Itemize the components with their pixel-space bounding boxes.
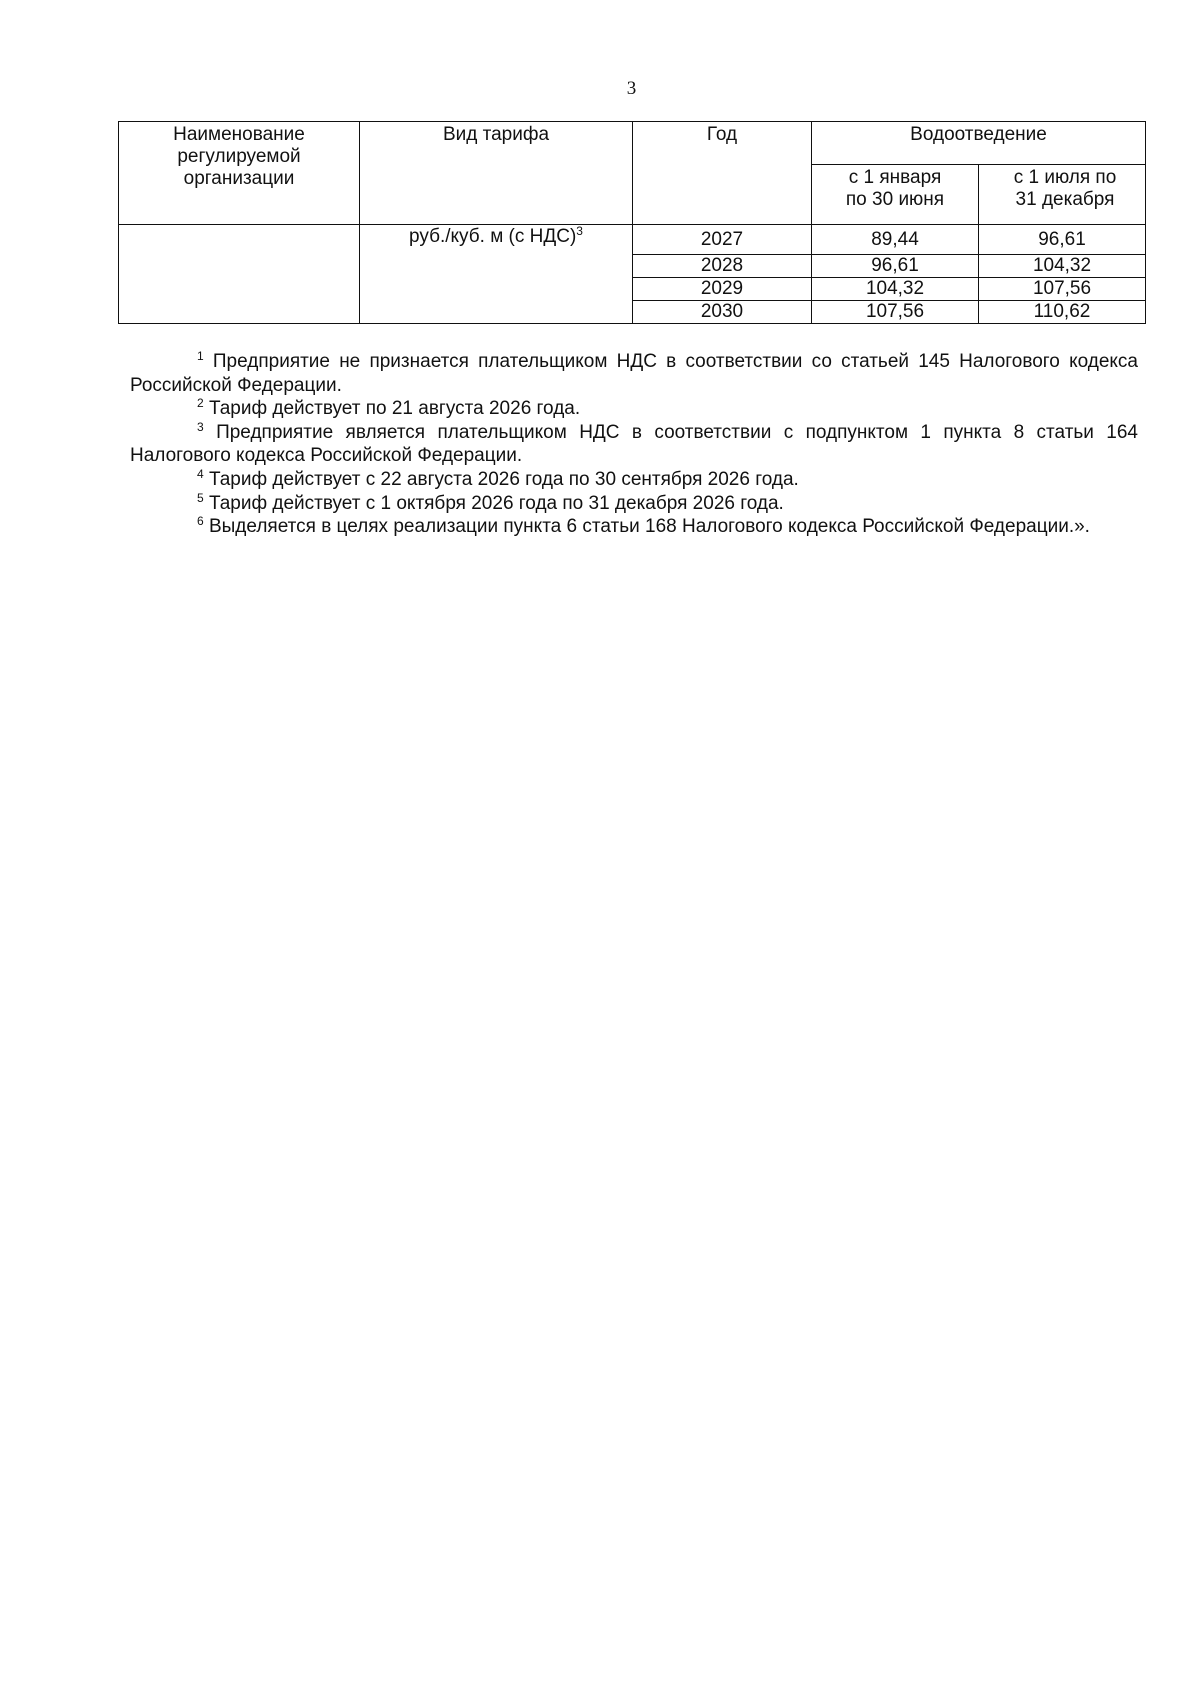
footnote bbox=[130, 350, 1138, 397]
period-1-cell: 89,44 bbox=[812, 225, 979, 255]
year-cell: 2030 bbox=[633, 301, 812, 324]
header-organization: Наименование регулируемой организации bbox=[119, 122, 360, 225]
footnote-text: Тариф действует с 22 августа 2026 года по 30 сентября 2026 года. bbox=[208, 468, 799, 490]
footnote-text: Тариф действует по 21 августа 2026 года. bbox=[208, 398, 581, 420]
period-2-cell: 104,32 bbox=[979, 255, 1146, 278]
footnote-mark: 2 bbox=[197, 396, 204, 411]
tariff-type-value: руб./куб. м (с НДС) bbox=[409, 226, 577, 247]
period-1-cell: 107,56 bbox=[812, 301, 979, 324]
organization-cell bbox=[119, 225, 360, 324]
footnote bbox=[130, 421, 1138, 468]
header-period-1: с 1 января по 30 июня bbox=[812, 165, 979, 225]
period-1-cell: 96,61 bbox=[812, 255, 979, 278]
footnote-mark: 4 bbox=[197, 466, 204, 481]
footnote-mark: 3 bbox=[197, 419, 204, 434]
footnote-text: Предприятие не признается плательщиком НДС в соответствии со статьей 145 Налогового кодекса Российской Федерации. bbox=[130, 351, 1138, 396]
tariff-type-footnote-mark: 3 bbox=[576, 224, 583, 238]
footnote bbox=[130, 397, 1138, 421]
header-period-2: с 1 июля по 31 декабря bbox=[979, 165, 1146, 225]
page-number: 3 bbox=[626, 78, 637, 99]
footnote-mark: 1 bbox=[197, 349, 204, 363]
year-cell: 2027 bbox=[633, 225, 812, 255]
footnote-text: Выделяется в целях реализации пункта 6 статьи 168 Налогового кодекса Российской Федерации.». bbox=[208, 516, 1090, 538]
footnote-text: Тариф действует с 1 октября 2026 года по 31 декабря 2026 года. bbox=[208, 492, 784, 514]
footnote bbox=[130, 468, 1138, 492]
table-row bbox=[119, 225, 1146, 255]
year-cell: 2029 bbox=[633, 278, 812, 301]
footnote-mark: 5 bbox=[197, 490, 204, 505]
footnote bbox=[130, 492, 1138, 516]
footnote-mark: 6 bbox=[197, 514, 204, 529]
year-cell: 2028 bbox=[633, 255, 812, 278]
header-tariff-type: Вид тарифа bbox=[360, 122, 633, 225]
tariff-table bbox=[118, 121, 1146, 324]
period-2-cell: 110,62 bbox=[979, 301, 1146, 324]
table-header-row bbox=[119, 122, 1146, 165]
header-water-disposal: Водоотведение bbox=[812, 122, 1146, 165]
tariff-type-cell bbox=[360, 225, 633, 324]
period-2-cell: 107,56 bbox=[979, 278, 1146, 301]
period-1-cell: 104,32 bbox=[812, 278, 979, 301]
period-2-cell: 96,61 bbox=[979, 225, 1146, 255]
footnote bbox=[130, 515, 1138, 539]
header-year: Год bbox=[633, 122, 812, 225]
footnotes bbox=[130, 350, 1138, 539]
footnote-text: Предприятие является плательщиком НДС в соответствии с подпунктом 1 пункта 8 статьи 164 Налогового кодекса Российской Федерации. bbox=[130, 421, 1138, 467]
